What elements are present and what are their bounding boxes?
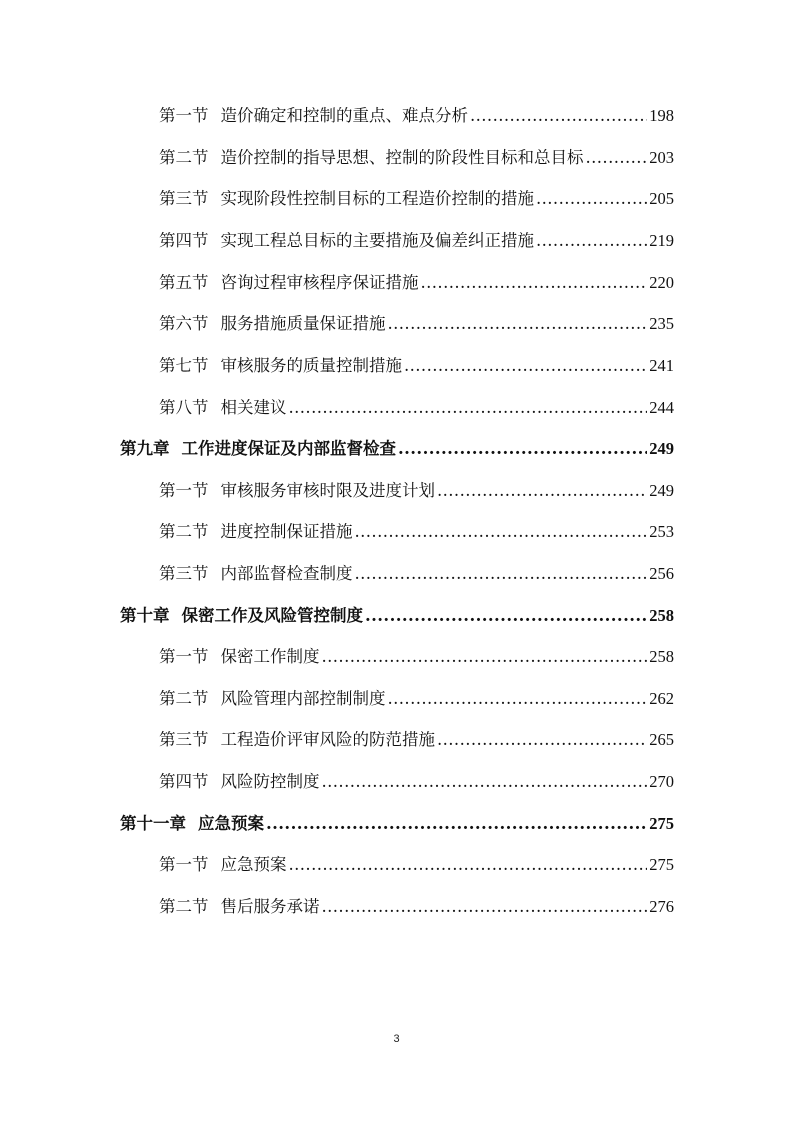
- toc-entry-title: 工程造价评审风险的防范措施: [220, 730, 435, 749]
- dot-leader: [363, 601, 647, 631]
- toc-chapter-page: 275: [649, 814, 674, 833]
- toc-entry-page: 249: [649, 481, 674, 500]
- toc-chapter-entry[interactable]: [120, 809, 674, 839]
- toc-entry[interactable]: [159, 517, 674, 547]
- toc-entry-title: 相关建议: [220, 398, 287, 417]
- toc-entry-title: 风险管理内部控制制度: [220, 689, 386, 708]
- dot-leader: [402, 351, 647, 381]
- dot-leader: [435, 476, 647, 506]
- toc-entry-title: 造价确定和控制的重点、难点分析: [220, 106, 468, 125]
- toc-entry-title: 实现阶段性控制目标的工程造价控制的措施: [220, 189, 534, 208]
- toc-entry[interactable]: [159, 559, 674, 589]
- toc-entry-title: 咨询过程审核程序保证措施: [220, 273, 419, 292]
- toc-entry-page: 220: [649, 273, 674, 292]
- toc-entry[interactable]: [159, 226, 674, 256]
- dot-leader: [287, 393, 648, 423]
- toc-entry-page: 198: [649, 106, 674, 125]
- toc-entry-page: 241: [649, 356, 674, 375]
- dot-leader: [353, 559, 648, 589]
- toc-entry-title: 实现工程总目标的主要措施及偏差纠正措施: [220, 231, 534, 250]
- toc-chapter-label: 第十一章: [120, 814, 186, 833]
- toc-entry-title: 审核服务审核时限及进度计划: [220, 481, 435, 500]
- dot-leader: [435, 725, 647, 755]
- toc-entry-title: 售后服务承诺: [220, 897, 320, 916]
- toc-entry-label: 第四节: [159, 772, 209, 791]
- toc-entry-page: 219: [649, 231, 674, 250]
- toc-entry[interactable]: [159, 642, 674, 672]
- dot-leader: [320, 892, 648, 922]
- dot-leader: [320, 642, 648, 672]
- toc-entry[interactable]: [159, 351, 674, 381]
- toc-entry-title: 内部监督检查制度: [220, 564, 353, 583]
- toc-entry-label: 第一节: [159, 106, 209, 125]
- dot-leader: [534, 184, 647, 214]
- toc-entry-title: 风险防控制度: [220, 772, 320, 791]
- toc-entry-page: 258: [649, 647, 674, 666]
- dot-leader: [468, 101, 647, 131]
- toc-entry-title: 审核服务的质量控制措施: [220, 356, 402, 375]
- toc-entry-page: 256: [649, 564, 674, 583]
- toc-entry[interactable]: [159, 725, 674, 755]
- toc-entry-page: 262: [649, 689, 674, 708]
- toc-entry[interactable]: [159, 101, 674, 131]
- dot-leader: [264, 809, 647, 839]
- toc-entry-label: 第二节: [159, 148, 209, 167]
- toc-entry[interactable]: [159, 184, 674, 214]
- toc-entry-label: 第三节: [159, 564, 209, 583]
- dot-leader: [386, 309, 648, 339]
- toc-entry-label: 第五节: [159, 273, 209, 292]
- toc-entry-label: 第一节: [159, 481, 209, 500]
- toc-chapter-entry[interactable]: [120, 601, 674, 631]
- toc-entry-label: 第三节: [159, 730, 209, 749]
- toc-entry-label: 第八节: [159, 398, 209, 417]
- toc-entry[interactable]: [159, 393, 674, 423]
- toc-chapter-title: 应急预案: [198, 814, 264, 833]
- toc-entry[interactable]: [159, 268, 674, 298]
- toc-entry[interactable]: [159, 684, 674, 714]
- dot-leader: [584, 143, 648, 173]
- toc-entry-label: 第四节: [159, 231, 209, 250]
- toc-entry-page: 203: [649, 148, 674, 167]
- toc-entry-label: 第二节: [159, 689, 209, 708]
- toc-entry-label: 第一节: [159, 855, 209, 874]
- toc-entry-page: 270: [649, 772, 674, 791]
- toc-chapter-page: 258: [649, 606, 674, 625]
- toc-entry-label: 第一节: [159, 647, 209, 666]
- toc-entry[interactable]: [159, 309, 674, 339]
- toc-entry-title: 服务措施质量保证措施: [220, 314, 386, 333]
- page-number: 3: [393, 1033, 400, 1045]
- toc-entry-page: 275: [649, 855, 674, 874]
- toc-chapter-page: 249: [649, 439, 674, 458]
- toc-entry[interactable]: [159, 767, 674, 797]
- toc-entry-label: 第三节: [159, 189, 209, 208]
- toc-entry-page: 253: [649, 522, 674, 541]
- toc-entry-title: 保密工作制度: [220, 647, 320, 666]
- toc-entry-title: 造价控制的指导思想、控制的阶段性目标和总目标: [220, 148, 584, 167]
- toc-entry-label: 第七节: [159, 356, 209, 375]
- toc-entry[interactable]: [159, 850, 674, 880]
- dot-leader: [320, 767, 648, 797]
- toc-entry-title: 应急预案: [220, 855, 287, 874]
- toc-entry[interactable]: [159, 476, 674, 506]
- toc-chapter-label: 第九章: [120, 439, 170, 458]
- toc-entry-label: 第二节: [159, 522, 209, 541]
- toc-entry-label: 第二节: [159, 897, 209, 916]
- toc-chapter-title: 工作进度保证及内部监督检查: [181, 439, 396, 458]
- dot-leader: [386, 684, 648, 714]
- dot-leader: [287, 850, 648, 880]
- toc-entry-page: 265: [649, 730, 674, 749]
- toc-chapter-title: 保密工作及风险管控制度: [181, 606, 363, 625]
- toc-entry[interactable]: [159, 892, 674, 922]
- dot-leader: [353, 517, 648, 547]
- dot-leader: [396, 434, 647, 464]
- toc-entry-label: 第六节: [159, 314, 209, 333]
- toc-entry-page: 235: [649, 314, 674, 333]
- toc-chapter-entry[interactable]: [120, 434, 674, 464]
- dot-leader: [419, 268, 648, 298]
- toc-entry-title: 进度控制保证措施: [220, 522, 353, 541]
- dot-leader: [534, 226, 647, 256]
- toc-entry-page: 276: [649, 897, 674, 916]
- toc-entry[interactable]: [159, 143, 674, 173]
- toc-entry-page: 205: [649, 189, 674, 208]
- toc-entry-page: 244: [649, 398, 674, 417]
- toc-chapter-label: 第十章: [120, 606, 170, 625]
